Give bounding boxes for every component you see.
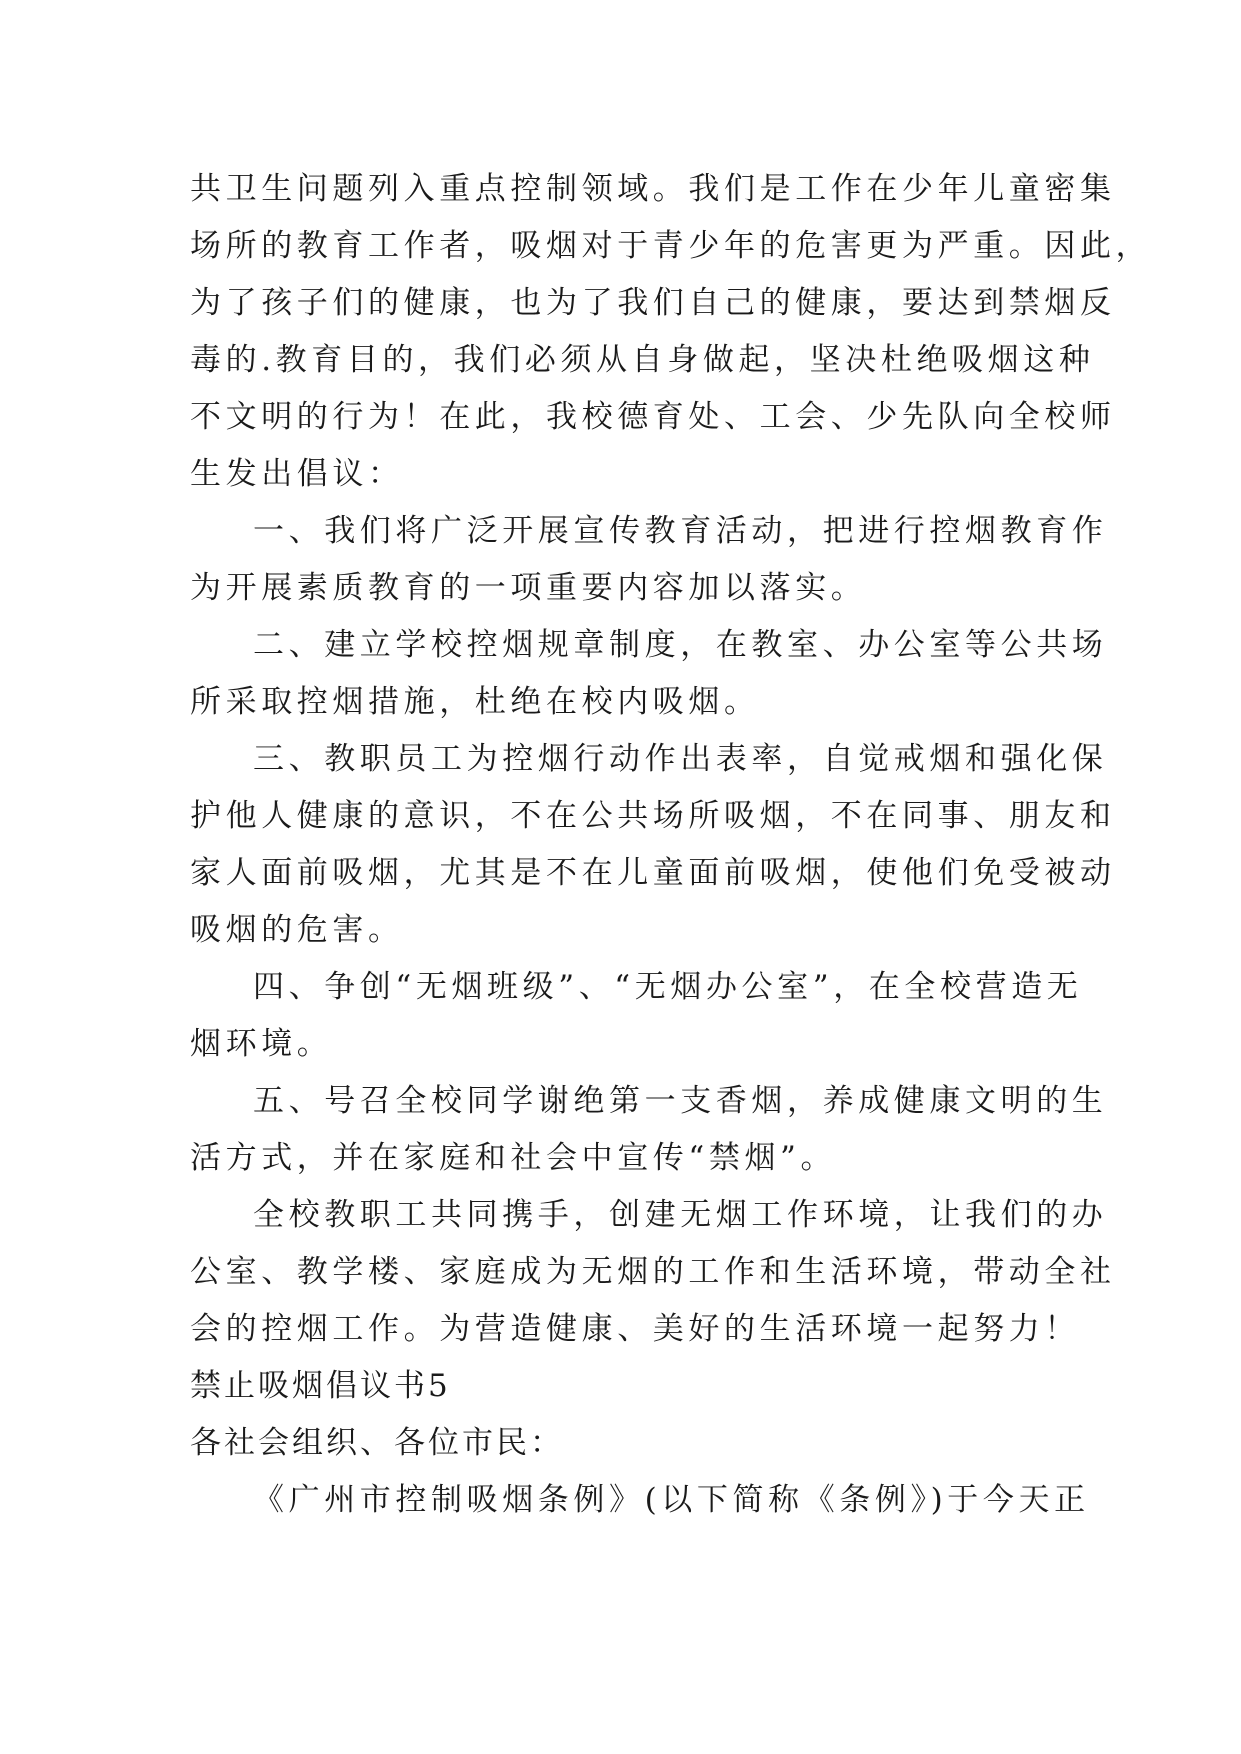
text-line: 护他人健康的意识，不在公共场所吸烟，不在同事、朋友和 <box>190 798 1116 834</box>
text-line: 共卫生问题列入重点控制领域。我们是工作在少年儿童密集 <box>190 171 1116 207</box>
text-line: 家人面前吸烟，尤其是不在儿童面前吸烟，使他们免受被动 <box>190 855 1116 891</box>
text-line: 不文明的行为！在此，我校德育处、工会、少先队向全校师 <box>190 399 1116 435</box>
paragraph-first-line: 全校教职工共同携手，创建无烟工作环境，让我们的办 <box>253 1197 1108 1233</box>
text-line: 烟环境。 <box>190 1026 333 1062</box>
text-line: 为开展素质教育的一项重要内容加以落实。 <box>190 570 867 606</box>
text-line: 生发出倡议： <box>190 456 404 492</box>
text-line: 所采取控烟措施，杜绝在校内吸烟。 <box>190 684 760 720</box>
text-line: 公室、教学楼、家庭成为无烟的工作和生活环境，带动全社 <box>190 1254 1116 1290</box>
text-line: 吸烟的危害。 <box>190 912 404 948</box>
text-line: 会的控烟工作。为营造健康、美好的生活环境一起努力！ <box>190 1311 1080 1347</box>
text-line: 毒的.教育目的，我们必须从自身做起，坚决杜绝吸烟这种 <box>190 342 1095 378</box>
section-heading: 禁止吸烟倡议书5 <box>190 1368 451 1404</box>
paragraph-first-line: 四、争创“无烟班级”、“无烟办公室”，在全校营造无 <box>253 969 1083 1005</box>
text-line: 为了孩子们的健康，也为了我们自己的健康，要达到禁烟反 <box>190 285 1116 321</box>
paragraph-first-line: 一、我们将广泛开展宣传教育活动，把进行控烟教育作 <box>253 513 1108 549</box>
text-line: 活方式，并在家庭和社会中宣传“禁烟”。 <box>190 1140 837 1176</box>
paragraph-first-line: 二、建立学校控烟规章制度，在教室、办公室等公共场 <box>253 627 1108 663</box>
text-line: 场所的教育工作者，吸烟对于青少年的危害更为严重。因此， <box>190 228 1152 264</box>
paragraph-first-line: 《广州市控制吸烟条例》(以下简称《条例》)于今天正 <box>253 1482 1090 1518</box>
salutation: 各社会组织、各位市民： <box>190 1425 564 1461</box>
paragraph-first-line: 五、号召全校同学谢绝第一支香烟，养成健康文明的生 <box>253 1083 1108 1119</box>
paragraph-first-line: 三、教职员工为控烟行动作出表率，自觉戒烟和强化保 <box>253 741 1108 777</box>
